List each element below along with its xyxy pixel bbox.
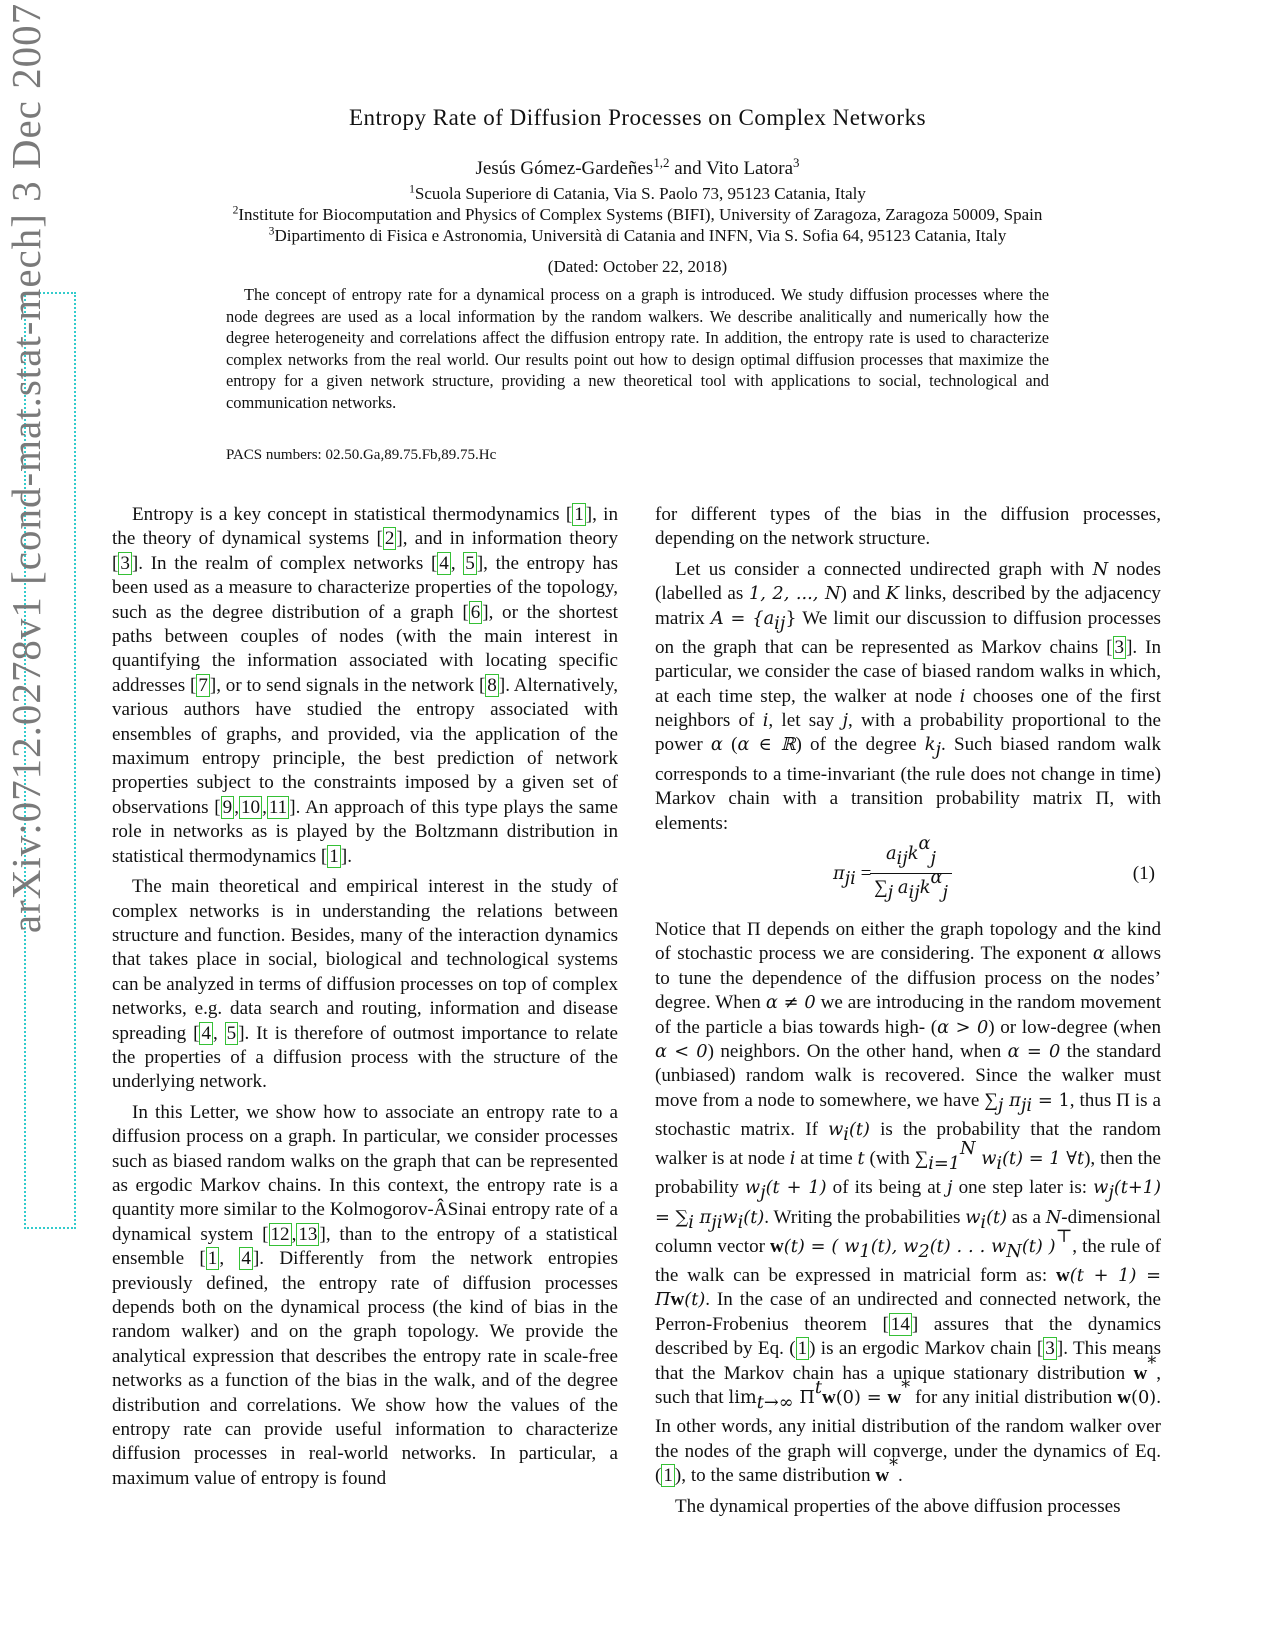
right-column xyxy=(655,503,1161,1525)
affiliation-mark: 3 xyxy=(268,224,275,238)
citation-link[interactable]: 4 xyxy=(201,1022,211,1044)
paragraph: Notice that Π depends on either the graph topology and the kind of stochastic process we are considering. The exponent α allows to tune the dependence of the diffusion process on the nodes’ degree. When α ≠ 0 we are introducing in the random movement of the particle a bias towards high- (α > 0) or low-degree (when α < 0) neighbors. On the other hand, when α = 0 the standard (unbiased) random walk is recovered. Since the walker must move from a node to somewhere, we have $\sum_j$ $\pi_{ji} = 1$, thus Π is a stochastic matrix. If $w_i(t)$ is the probability that the random walker is at node i at time t (with $\sum_{i=1}^N$ $w_i(t) = 1$ ∀t), then the probability $w_j(t + 1)$ of its being at j one step later is: $w_j(t+1) = \sum_i$ $\pi_{ji}w_i(t)$. Writing the probabilities $w_i(t)$ as a N-dimensional column vector w(t) = ( $w_1(t)$, $w_2(t)$ . . . $w_N(t)$ )⊤, the rule of the walk can be expressed in matricial form as: w(t + 1) = Πw(t). In the case of an undirected and connected network, the Perron-Frobenius theorem [ 14 ] assures that the dynamics described by Eq. ( 1 ) is an ergodic Markov chain [ 3 ]. This means that the Markov chain has a unique stationary distribution w*, such that $\lim_{t\to\infty} \Pi^tw(0) = w^*$ for any initial distribution w(0). In other words, any initial distribution of the random walker over the nodes of the graph will converge, under the dynamics of Eq. ( 1 ), to the same distribution w*. xyxy=(655,918,1162,1487)
citation-link[interactable]: 2 xyxy=(384,528,395,550)
paragraph: The dynamical properties of the above diffusion processes xyxy=(675,1495,1121,1517)
paragraph: Let us consider a connected undirected graph with N nodes (labelled as 1, 2, ..., N) and K links, described by the adjacency matrix $A = \{a_{ij}\}$ We limit our discussion to diffusion processes on the graph that can be represented as Markov chains [ 3 ]. In particular, we consider the case of biased random walks in which, at each time step, the walker at node i chooses one of the first neighbors of i, let say j, with a probability proportional to the power α (α ∈ ℝ) of the degree $k_j$. Such biased random walk corresponds to a time-invariant (the rule does not change in time) Markov chain with a transition probability matrix Π, with elements: xyxy=(655,558,1161,834)
citation-link[interactable]: 9 xyxy=(222,796,233,818)
affiliation-text: Dipartimento di Fisica e Astronomia, Università di Catania and INFN, Via S. Sofia 64, 95123 Catania, Italy xyxy=(274,226,1007,245)
numerator: $a_{ij}k^\alpha_j$ xyxy=(870,842,952,874)
citation-link[interactable]: 1 xyxy=(207,1248,218,1270)
affiliation-1 xyxy=(0,184,1275,204)
citation-link[interactable]: 12 xyxy=(270,1223,290,1245)
affiliation-mark: 2 xyxy=(232,203,239,217)
arxiv-identifier[interactable]: arXiv:0712.0278v1 [cond-mat.stat-mech] 3 Dec 2007 xyxy=(3,2,49,934)
paragraph: for different types of the bias in the diffusion processes, depending on the network structure. xyxy=(655,504,1161,550)
affiliation-mark: 1 xyxy=(409,182,415,196)
citation-link[interactable]: 7 xyxy=(198,674,208,696)
affiliation-3 xyxy=(0,226,1275,246)
affiliation-2 xyxy=(0,205,1275,225)
citation-link[interactable]: 13 xyxy=(298,1223,318,1245)
citation-link[interactable]: 5 xyxy=(465,552,475,574)
citation-link[interactable]: 4 xyxy=(439,552,449,574)
citation-link[interactable]: 5 xyxy=(226,1022,237,1044)
author-name: Jesús Gómez-Gardeñes xyxy=(475,158,654,179)
citation-link[interactable]: 3 xyxy=(120,552,130,574)
citation-link[interactable]: 6 xyxy=(470,601,481,623)
affiliation-text: Scuola Superiore di Catania, Via S. Paolo 73, 95123 Catania, Italy xyxy=(414,184,866,203)
denominator: $\sum_j$ $a_{ij}k^\alpha_j$ xyxy=(874,868,948,903)
citation-link[interactable]: 8 xyxy=(487,674,497,696)
equation-link[interactable]: 1 xyxy=(797,1338,808,1360)
equation-link[interactable]: 1 xyxy=(663,1465,673,1487)
pacs-numbers: PACS numbers: 02.50.Ga,89.75.Fb,89.75.Hc xyxy=(226,447,497,463)
citation-link[interactable]: 11 xyxy=(268,796,288,818)
paragraph: Entropy is a key concept in statistical thermodynamics [ 1 ], in the theory of dynamical systems [ 2 ], and in information theory [ 3 ]. In the realm of complex networks [ 4 , 5 ], the entropy has been used as a measure to characterize properties of the topology, such as the degree distribution of a graph [ 6 ], or the shortest paths between couples of nodes (with the main interest in quantifying the information associated with locating specific addresses [ 7 ], or to send signals in the network [ 8 ]. Alternatively, various authors have studied the entropy associated with ensembles of graphs, and provided, via the application of the maximum entropy principle, the best prediction of network properties subject to the constraints imposed by a given set of observations [ 9 , 10 , 11 ]. An approach of this type plays the same role in networks as is played by the Boltzmann distribution in statistical thermodynamics [ 1 ]. xyxy=(112,504,618,867)
citation-link[interactable]: 1 xyxy=(329,845,339,867)
paragraph: In this Letter, we show how to associate an entropy rate to a diffusion process on a graph. In particular, we consider processes such as biased random walks on the graph that can be represented as ergodic Markov chains. In this context, the entropy rate is a quantity more similar to the Kolmogorov-ÂSinai entropy rate of a dynamical system [ 12 , 13 ], than to the entropy of a statistical ensemble [ 1 , 4 ]. Differently from the network entropies previously defined, the entropy rate of diffusion processes depends both on the dynamical process (the kind of bias in the random walker) and on the graph topology. We provide the analytical expression that describes the entropy rate in scale-free networks as a function of the bias in the walk, and of the degree distribution and correlations. We show how the values of the entropy rate can provide useful information to characterize diffusion processes in real-world networks. In particular, a maximum value of entropy is found xyxy=(112,1101,619,1489)
equation-lhs: $\pi_{ji}$ = xyxy=(833,862,872,889)
equation-number: (1) xyxy=(1132,862,1155,884)
abstract: The concept of entropy rate for a dynamical process on a graph is introduced. We study diffusion processes where the node degrees are used as a local information by the random walkers. We describe analitically and numerically how the degree heterogeneity and correlations affect the diffusion entropy rate. In addition, the entropy rate is used to characterize complex networks from the real world. Our results point out how to design optimal diffusion processes that maximize the entropy for a given network structure, providing a new theoretical tool with applications to social, technological and communication networks. xyxy=(226,285,1049,412)
citation-link[interactable]: 10 xyxy=(240,796,261,818)
paragraph: The main theoretical and empirical interest in the study of complex networks is in understanding the relations between structure and function. Besides, many of the interaction dynamics that takes place in social, biological and technological systems can be analyzed in terms of diffusion processes on top of complex networks, e.g. data search and routing, information and disease spreading [ 4 , 5 ]. It is therefore of outmost importance to relate the properties of a diffusion process with the structure of the underlying network. xyxy=(112,876,619,1093)
left-column xyxy=(112,503,618,1497)
citation-link[interactable]: 3 xyxy=(1114,636,1125,658)
dated-line: (Dated: October 22, 2018) xyxy=(547,257,728,276)
affiliation-mark: 3 xyxy=(793,154,800,170)
citation-link[interactable]: 1 xyxy=(574,504,584,525)
equation-1 xyxy=(655,834,1161,908)
citation-link[interactable]: 4 xyxy=(241,1248,251,1270)
equation-fraction xyxy=(870,834,952,905)
author-name: Vito Latora xyxy=(706,158,794,179)
paper-title: Entropy Rate of Diffusion Processes on Complex Networks xyxy=(348,105,927,130)
affiliation-mark: 1,2 xyxy=(653,154,670,170)
author-line xyxy=(0,154,1275,180)
citation-link[interactable]: 14 xyxy=(890,1313,910,1335)
citation-link[interactable]: 3 xyxy=(1045,1338,1055,1360)
affiliation-text: Institute for Biocomputation and Physics of Complex Systems (BIFI), University of Zaragoza, Zaragoza 50009, Spain xyxy=(238,205,1043,224)
author-separator: and xyxy=(674,158,702,179)
